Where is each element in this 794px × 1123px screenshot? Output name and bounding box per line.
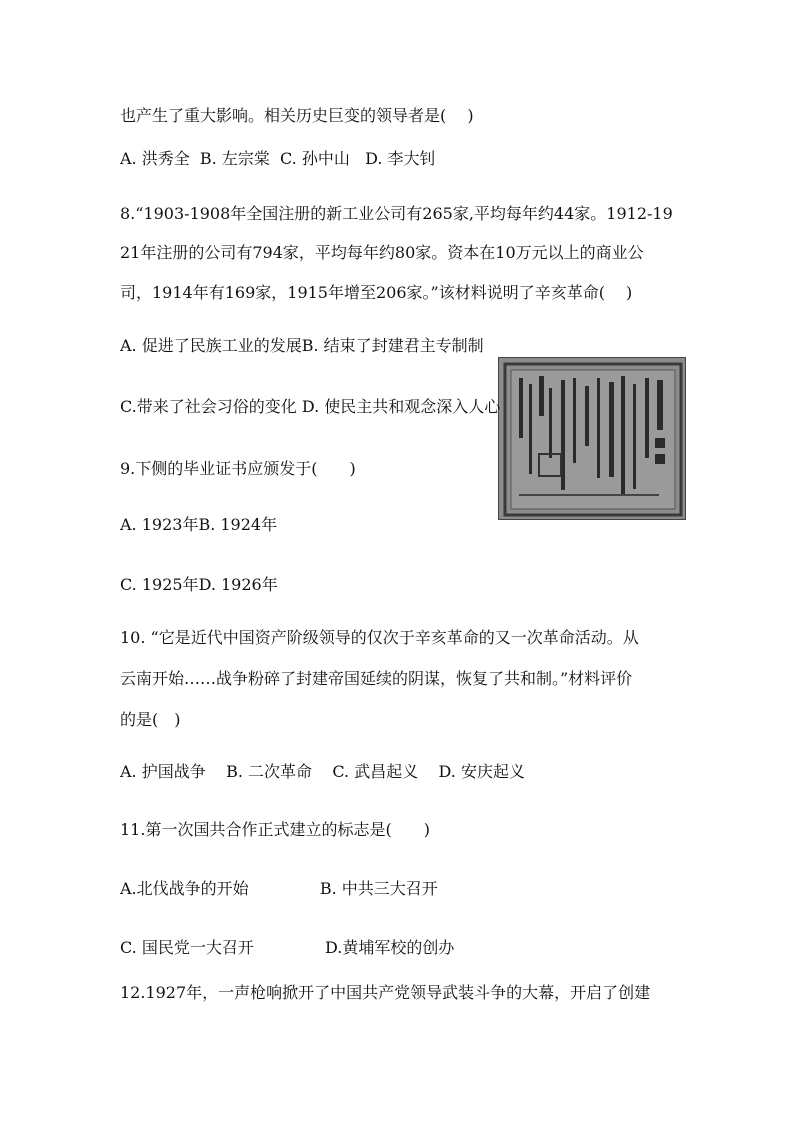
q8-options-ab: A. 促进了民族工业的发展B. 结束了封建君主专制制 bbox=[120, 336, 484, 355]
q11-options-ab: A.北伐战争的开始 B. 中共三大召开 bbox=[120, 879, 438, 898]
q7-options: A. 洪秀全 B. 左宗棠 C. 孙中山 D. 李大钊 bbox=[120, 149, 436, 168]
q11-options-cd: C. 国民党一大召开 D.黄埔军校的创办 bbox=[120, 938, 455, 957]
q9-options-ab: A. 1923年B. 1924年 bbox=[120, 515, 278, 534]
q10-stem-line-1: 10. “它是近代中国资产阶级领导的仅次于辛亥革命的又一次革命活动。从 bbox=[120, 628, 639, 647]
q10-stem-line-2: 云南开始……战争粉碎了封建帝国延续的阴谋，恢复了共和制。”材料评价 bbox=[120, 669, 633, 688]
q8-options-cd: C.带来了社会习俗的变化 D. 使民主共和观念深入人心 bbox=[120, 397, 501, 416]
q8-stem-line-1: 8.“1903-1908年全国注册的新工业公司有265家,平均每年约44家。1912-19 bbox=[120, 204, 673, 223]
q7-stem-text: 也产生了重大影响。相关历史巨变的领导者是( ) bbox=[120, 106, 474, 125]
graduation-certificate-image bbox=[498, 357, 686, 520]
q10-options: A. 护国战争 B. 二次革命 C. 武昌起义 D. 安庆起义 bbox=[120, 762, 525, 781]
q11-stem-text: 11.第一次国共合作正式建立的标志是( ) bbox=[120, 820, 430, 839]
q10-stem-line-3: 的是( ) bbox=[120, 710, 181, 729]
q9-options-cd: C. 1925年D. 1926年 bbox=[120, 575, 278, 594]
q9-stem-text: 9.下侧的毕业证书应颁发于( ) bbox=[120, 459, 356, 478]
q12-stem-line-1: 12.1927年，一声枪响掀开了中国共产党领导武装斗争的大幕，开启了创建 bbox=[120, 983, 651, 1002]
q8-stem-line-3: 司，1914年有169家，1915年增至206家。”该材料说明了辛亥革命( ) bbox=[120, 283, 633, 302]
certificate-photo-graphic bbox=[499, 358, 686, 520]
q8-stem-line-2: 21年注册的公司有794家，平均每年约80家。资本在10万元以上的商业公 bbox=[120, 243, 644, 262]
